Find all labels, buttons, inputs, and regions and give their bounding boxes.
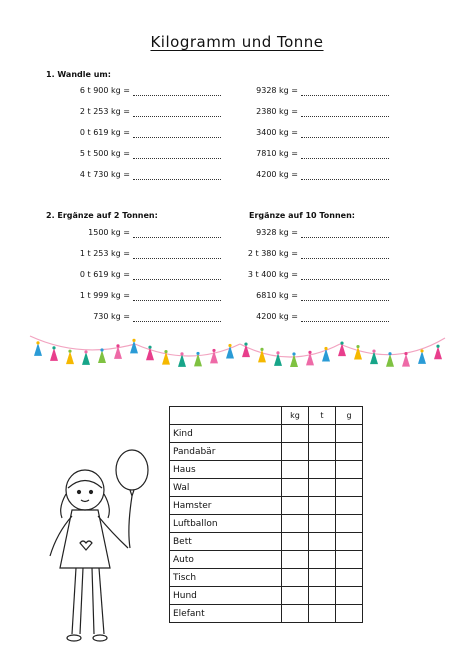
section1-left-row bbox=[52, 149, 130, 161]
table-cell-t[interactable] bbox=[309, 587, 336, 605]
table-cell-t[interactable] bbox=[309, 533, 336, 551]
section2-right-answer-blank[interactable] bbox=[301, 229, 389, 238]
section1-right-row bbox=[240, 170, 298, 182]
section1-right-row bbox=[240, 149, 298, 161]
section2-left-expression: 1500 kg = bbox=[88, 228, 130, 237]
tassel-icon bbox=[130, 340, 138, 353]
section2-left-row bbox=[52, 270, 130, 282]
table-item-label: Kind bbox=[170, 425, 282, 443]
section2-right-answer-blank[interactable] bbox=[301, 292, 389, 301]
table-item-label: Luftballon bbox=[170, 515, 282, 533]
table-cell-kg[interactable] bbox=[282, 551, 309, 569]
section2-left-row bbox=[52, 312, 130, 324]
tassel-knot bbox=[68, 350, 71, 353]
tassel-knot bbox=[324, 347, 327, 350]
tassel-knot bbox=[228, 344, 231, 347]
tassel-icon bbox=[82, 352, 90, 365]
table-row bbox=[170, 587, 363, 605]
tassel-knot bbox=[196, 352, 199, 355]
section2-right-row bbox=[240, 291, 298, 303]
section1-right-expression: 7810 kg = bbox=[256, 149, 298, 158]
tassel-knot bbox=[148, 346, 151, 349]
tassel-knot bbox=[292, 352, 295, 355]
garland-decoration bbox=[0, 324, 474, 384]
section1-right-expression: 2380 kg = bbox=[256, 107, 298, 116]
table-cell-kg[interactable] bbox=[282, 443, 309, 461]
unit-table bbox=[169, 406, 363, 623]
table-cell-kg[interactable] bbox=[282, 605, 309, 623]
table-header-row bbox=[170, 407, 363, 425]
page-title: Kilogramm und Tonne bbox=[150, 33, 324, 51]
section2-left-row bbox=[52, 228, 130, 240]
section2-right-expression: 3 t 400 kg = bbox=[247, 270, 298, 279]
section2-right-row bbox=[240, 228, 298, 240]
table-cell-g[interactable] bbox=[336, 533, 363, 551]
tassel-knot bbox=[36, 341, 39, 344]
section2-left-answer-blank[interactable] bbox=[133, 271, 221, 280]
section1-right-answer-blank[interactable] bbox=[301, 108, 389, 117]
table-cell-g[interactable] bbox=[336, 461, 363, 479]
section1-left-expression: 6 t 900 kg = bbox=[79, 86, 130, 95]
tassel-icon bbox=[34, 343, 42, 356]
table-cell-t[interactable] bbox=[309, 461, 336, 479]
section1-right-row bbox=[240, 86, 298, 98]
tassel-icon bbox=[66, 351, 74, 364]
section2-heading-right: Ergänze auf 10 Tonnen: bbox=[249, 211, 355, 220]
section1-heading: 1. Wandle um: bbox=[46, 70, 111, 79]
table-item-label: Auto bbox=[170, 551, 282, 569]
table-cell-kg[interactable] bbox=[282, 515, 309, 533]
table-item-label: Wal bbox=[170, 479, 282, 497]
section2-left-answer-blank[interactable] bbox=[133, 313, 221, 322]
section1-right-row bbox=[240, 128, 298, 140]
section2-left-row bbox=[52, 291, 130, 303]
section1-left-row bbox=[52, 107, 130, 119]
section1-right-answer-blank[interactable] bbox=[301, 87, 389, 96]
table-cell-t[interactable] bbox=[309, 443, 336, 461]
tassel-icon bbox=[418, 351, 426, 364]
tassel-icon bbox=[354, 347, 362, 360]
table-row bbox=[170, 443, 363, 461]
tassel-knot bbox=[100, 348, 103, 351]
table-item-label: Elefant bbox=[170, 605, 282, 623]
section1-right-expression: 9328 kg = bbox=[256, 86, 298, 95]
section1-left-expression: 5 t 500 kg = bbox=[79, 149, 130, 158]
tassel-knot bbox=[420, 349, 423, 352]
tassel-knot bbox=[404, 352, 407, 355]
section1-right-expression: 4200 kg = bbox=[256, 170, 298, 179]
section2-right-expression: 2 t 380 kg = bbox=[247, 249, 298, 258]
tassel-icon bbox=[258, 349, 266, 362]
table-cell-kg[interactable] bbox=[282, 497, 309, 515]
tassel-knot bbox=[180, 352, 183, 355]
section2-left-answer-blank[interactable] bbox=[133, 250, 221, 259]
tassel-icon bbox=[50, 348, 58, 361]
tassel-icon bbox=[98, 350, 106, 363]
table-cell-g[interactable] bbox=[336, 479, 363, 497]
section1-right-answer-blank[interactable] bbox=[301, 171, 389, 180]
table-cell-kg[interactable] bbox=[282, 461, 309, 479]
table-cell-g[interactable] bbox=[336, 587, 363, 605]
table-item-label: Bett bbox=[170, 533, 282, 551]
table-row bbox=[170, 425, 363, 443]
section1-left-row bbox=[52, 170, 130, 182]
section2-heading-left: 2. Ergänze auf 2 Tonnen: bbox=[46, 211, 158, 220]
table-cell-t[interactable] bbox=[309, 569, 336, 587]
table-cell-g[interactable] bbox=[336, 497, 363, 515]
table-row bbox=[170, 497, 363, 515]
table-cell-g[interactable] bbox=[336, 551, 363, 569]
table-cell-kg[interactable] bbox=[282, 533, 309, 551]
section2-left-expression: 730 kg = bbox=[93, 312, 130, 321]
table-cell-t[interactable] bbox=[309, 479, 336, 497]
section2-left-answer-blank[interactable] bbox=[133, 292, 221, 301]
tassel-knot bbox=[308, 351, 311, 354]
tassel-knot bbox=[84, 350, 87, 353]
section1-right-expression: 3400 kg = bbox=[256, 128, 298, 137]
tassel-icon bbox=[434, 346, 442, 359]
tassel-knot bbox=[372, 350, 375, 353]
table-cell-t[interactable] bbox=[309, 551, 336, 569]
table-row bbox=[170, 551, 363, 569]
table-cell-kg[interactable] bbox=[282, 479, 309, 497]
section2-left-expression: 1 t 253 kg = bbox=[79, 249, 130, 258]
table-header-empty bbox=[170, 407, 282, 425]
section2-right-row bbox=[240, 249, 298, 261]
section1-right-answer-blank[interactable] bbox=[301, 129, 389, 138]
tassel-knot bbox=[212, 349, 215, 352]
section2-right-answer-blank[interactable] bbox=[301, 313, 389, 322]
table-header-kg: kg bbox=[282, 407, 309, 425]
section1-left-row bbox=[52, 86, 130, 98]
table-row bbox=[170, 479, 363, 497]
section1-left-expression: 2 t 253 kg = bbox=[79, 107, 130, 116]
table-row bbox=[170, 515, 363, 533]
table-cell-g[interactable] bbox=[336, 443, 363, 461]
table-row bbox=[170, 533, 363, 551]
section1-right-row bbox=[240, 107, 298, 119]
section2-left-expression: 0 t 619 kg = bbox=[79, 270, 130, 279]
section1-left-answer-blank[interactable] bbox=[133, 150, 221, 159]
table-cell-t[interactable] bbox=[309, 605, 336, 623]
section2-right-expression: 4200 kg = bbox=[256, 312, 298, 321]
table-item-label: Tisch bbox=[170, 569, 282, 587]
tassel-knot bbox=[388, 352, 391, 355]
tassel-knot bbox=[164, 350, 167, 353]
section1-left-expression: 0 t 619 kg = bbox=[79, 128, 130, 137]
table-item-label: Haus bbox=[170, 461, 282, 479]
section1-left-answer-blank[interactable] bbox=[133, 129, 221, 138]
section2-left-answer-blank[interactable] bbox=[133, 229, 221, 238]
section1-left-answer-blank[interactable] bbox=[133, 87, 221, 96]
section1-left-answer-blank[interactable] bbox=[133, 171, 221, 180]
table-cell-g[interactable] bbox=[336, 425, 363, 443]
table-header-t: t bbox=[309, 407, 336, 425]
section2-right-row bbox=[240, 312, 298, 324]
table-cell-kg[interactable] bbox=[282, 587, 309, 605]
tassel-knot bbox=[132, 339, 135, 342]
tassel-icon bbox=[402, 354, 410, 367]
section2-right-answer-blank[interactable] bbox=[301, 271, 389, 280]
tassel-icon bbox=[386, 354, 394, 367]
tassel-knot bbox=[116, 344, 119, 347]
section2-left-expression: 1 t 999 kg = bbox=[79, 291, 130, 300]
tassel-icon bbox=[274, 353, 282, 366]
tassel-knot bbox=[52, 346, 55, 349]
tassel-knot bbox=[260, 348, 263, 351]
tassel-knot bbox=[276, 351, 279, 354]
table-item-label: Hund bbox=[170, 587, 282, 605]
table-cell-t[interactable] bbox=[309, 497, 336, 515]
tassel-knot bbox=[436, 345, 439, 348]
tassel-knot bbox=[244, 343, 247, 346]
table-cell-g[interactable] bbox=[336, 515, 363, 533]
table-row bbox=[170, 569, 363, 587]
section1-left-row bbox=[52, 128, 130, 140]
table-header-g: g bbox=[336, 407, 363, 425]
table-cell-t[interactable] bbox=[309, 515, 336, 533]
section2-right-expression: 6810 kg = bbox=[256, 291, 298, 300]
section2-right-answer-blank[interactable] bbox=[301, 250, 389, 259]
tassel-icon bbox=[322, 348, 330, 361]
table-cell-g[interactable] bbox=[336, 569, 363, 587]
table-cell-t[interactable] bbox=[309, 425, 336, 443]
table-item-label: Hamster bbox=[170, 497, 282, 515]
section2-right-expression: 9328 kg = bbox=[256, 228, 298, 237]
table-item-label: Pandabär bbox=[170, 443, 282, 461]
table-row bbox=[170, 605, 363, 623]
table-row bbox=[170, 461, 363, 479]
table-cell-kg[interactable] bbox=[282, 425, 309, 443]
section1-left-answer-blank[interactable] bbox=[133, 108, 221, 117]
section1-left-expression: 4 t 730 kg = bbox=[79, 170, 130, 179]
section1-right-answer-blank[interactable] bbox=[301, 150, 389, 159]
girl-with-balloon-illustration bbox=[42, 448, 162, 648]
table-cell-g[interactable] bbox=[336, 605, 363, 623]
section2-right-row bbox=[240, 270, 298, 282]
tassel-knot bbox=[356, 345, 359, 348]
tassel-knot bbox=[340, 341, 343, 344]
tassel-icon bbox=[290, 354, 298, 367]
table-cell-kg[interactable] bbox=[282, 569, 309, 587]
section2-left-row bbox=[52, 249, 130, 261]
